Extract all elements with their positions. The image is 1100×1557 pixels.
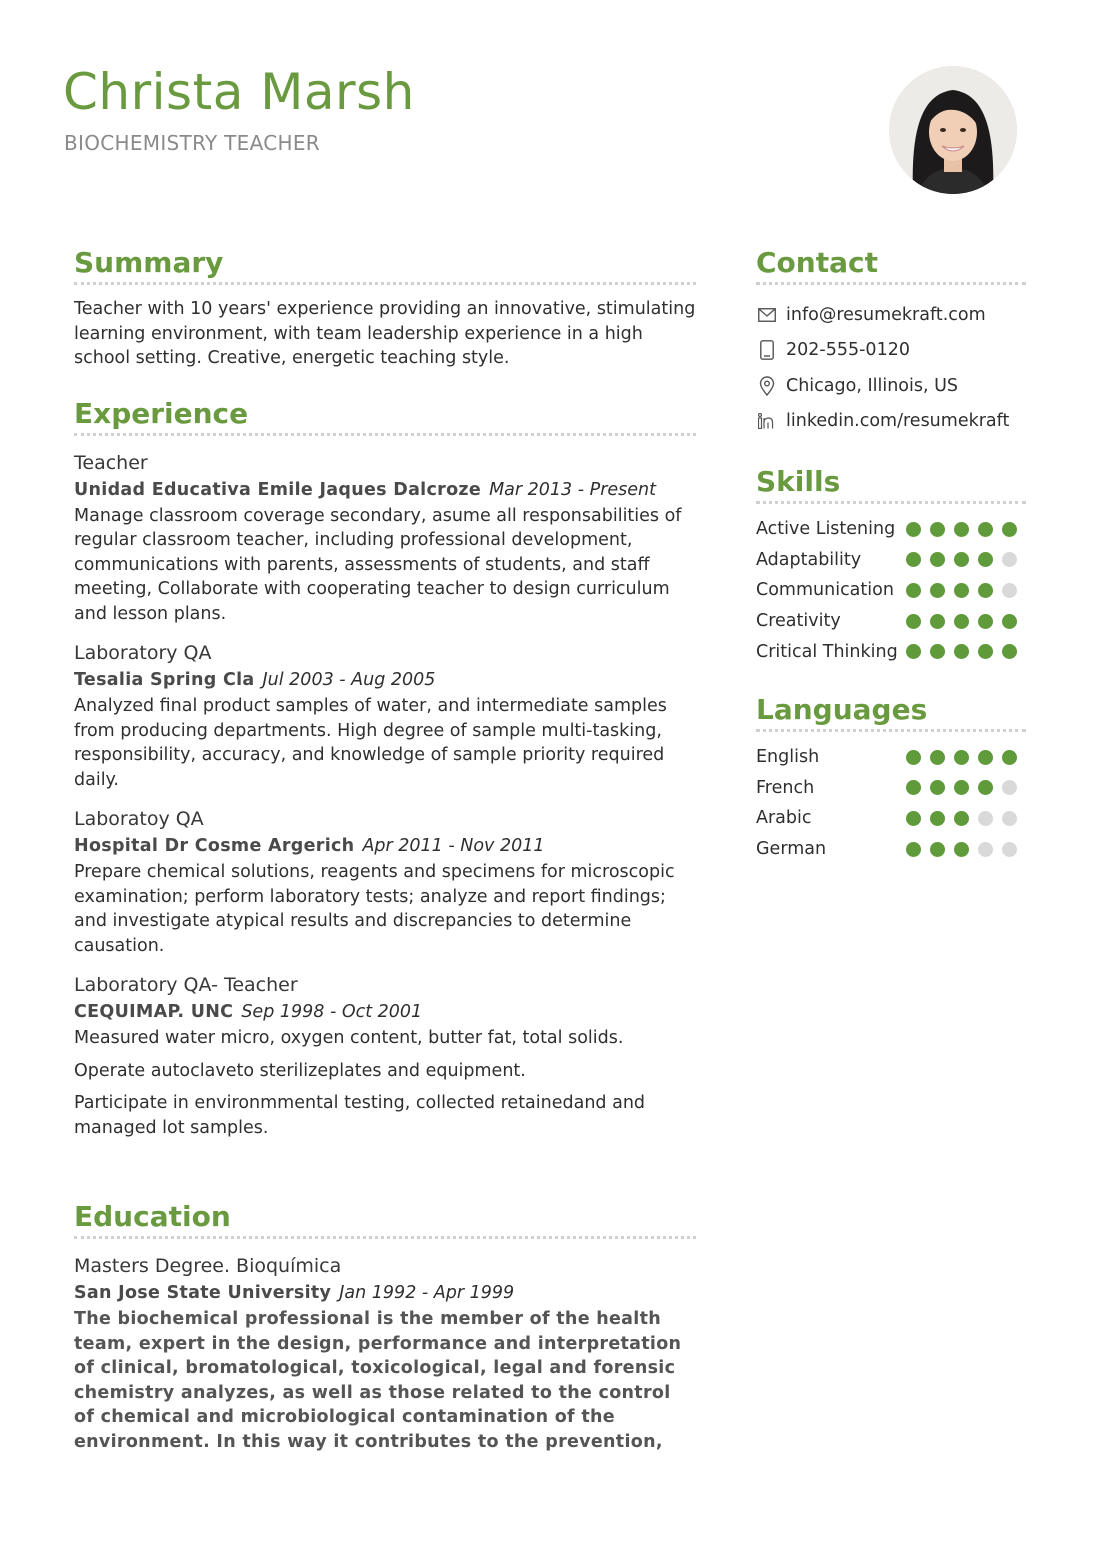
rating-dot-filled bbox=[930, 552, 945, 567]
rating-dot-empty bbox=[978, 811, 993, 826]
language-item bbox=[756, 834, 1026, 865]
experience-section bbox=[74, 397, 696, 1141]
rating-dot-filled bbox=[1002, 644, 1017, 659]
language-item bbox=[756, 773, 1026, 804]
language-label: German bbox=[756, 839, 827, 860]
rating-dot-filled bbox=[978, 644, 993, 659]
contact-section bbox=[756, 246, 1026, 439]
language-label: French bbox=[756, 777, 815, 798]
rating-dot-filled bbox=[954, 522, 969, 537]
contact-location bbox=[756, 368, 1026, 404]
rating-dot-filled bbox=[954, 811, 969, 826]
rating-dot-filled bbox=[954, 614, 969, 629]
language-item bbox=[756, 742, 1026, 773]
main-column bbox=[74, 246, 696, 1480]
job-role: Teacher bbox=[74, 451, 148, 474]
contact-email-text: info@resumekraft.com bbox=[786, 304, 986, 325]
summary-section bbox=[74, 246, 696, 371]
language-rating bbox=[906, 811, 1017, 826]
skills-heading: Skills bbox=[756, 465, 1026, 504]
rating-dot-filled bbox=[906, 750, 921, 765]
job-entry bbox=[74, 972, 696, 1140]
rating-dot-filled bbox=[906, 811, 921, 826]
summary-heading: Summary bbox=[74, 246, 696, 285]
contact-email[interactable] bbox=[756, 297, 1026, 333]
linkedin-icon bbox=[756, 410, 778, 432]
rating-dot-filled bbox=[1002, 522, 1017, 537]
rating-dot-filled bbox=[906, 842, 921, 857]
job-paragraph: Participate in environmmental testing, collected retainedand and managed lot samples. bbox=[74, 1093, 646, 1138]
summary-text: Teacher with 10 years' experience providing an innovative, stimulating learning environment, with team leadership experience in a high school setting. Creative, energetic teaching style. bbox=[74, 299, 696, 368]
rating-dot-filled bbox=[978, 780, 993, 795]
skill-label: Adaptability bbox=[756, 549, 862, 570]
job-description bbox=[74, 1026, 696, 1140]
language-rating bbox=[906, 780, 1017, 795]
rating-dot-filled bbox=[978, 583, 993, 598]
rating-dot-filled bbox=[978, 750, 993, 765]
education-section bbox=[74, 1200, 696, 1454]
job-description bbox=[74, 504, 696, 627]
rating-dot-filled bbox=[930, 750, 945, 765]
rating-dot-filled bbox=[1002, 614, 1017, 629]
rating-dot-empty bbox=[1002, 552, 1017, 567]
skills-section bbox=[756, 465, 1026, 667]
language-rating bbox=[906, 750, 1017, 765]
rating-dot-filled bbox=[930, 842, 945, 857]
sidebar-column bbox=[756, 246, 1026, 890]
job-company: Tesalia Spring Cla bbox=[74, 670, 255, 690]
rating-dot-filled bbox=[930, 644, 945, 659]
profile-photo bbox=[889, 66, 1017, 194]
skill-rating bbox=[906, 614, 1017, 629]
rating-dot-filled bbox=[906, 583, 921, 598]
contact-phone-text: 202-555-0120 bbox=[786, 340, 910, 361]
job-role: Laboratory QA bbox=[74, 642, 212, 664]
job-meta bbox=[74, 999, 696, 1026]
skill-label: Active Listening bbox=[756, 519, 896, 540]
job-paragraph: Analyzed final product samples of water, and intermediate samples from producing departments. High degree of sample multi-tasking, responsibility, accuracy, and knowledge of sample priority required daily. bbox=[74, 696, 667, 790]
language-rating bbox=[906, 842, 1017, 857]
job-entry bbox=[74, 640, 696, 792]
skill-rating bbox=[906, 522, 1017, 537]
skill-item bbox=[756, 606, 1026, 637]
education-description: The biochemical professional is the member of the health team, expert in the design, performance and interpretation of clinical, bromatological, toxicological, legal and forensic chemistry analyzes, as well as those related to the control of chemical and microbiological contamination of the environment. In this way it contributes to the prevention, bbox=[74, 1309, 682, 1452]
job-meta bbox=[74, 833, 696, 860]
job-dates: Sep 1998 - Oct 2001 bbox=[241, 1002, 423, 1022]
rating-dot-filled bbox=[978, 614, 993, 629]
job-paragraph: Measured water micro, oxygen content, butter fat, total solids. bbox=[74, 1028, 624, 1048]
languages-heading: Languages bbox=[756, 693, 1026, 732]
rating-dot-empty bbox=[1002, 780, 1017, 795]
job-paragraph: Manage classroom coverage secondary, asume all responsabilities of regular classroom teacher, including professional development, communications with parents, assessments of students, and staff meeting, Collaborate with cooperating teacher to design curriculum and lesson plans. bbox=[74, 505, 682, 624]
contact-linkedin[interactable] bbox=[756, 404, 1026, 440]
language-item bbox=[756, 803, 1026, 834]
rating-dot-filled bbox=[954, 583, 969, 598]
rating-dot-filled bbox=[930, 583, 945, 598]
rating-dot-filled bbox=[954, 644, 969, 659]
location-pin-icon bbox=[756, 375, 778, 397]
skill-item bbox=[756, 575, 1026, 606]
job-company: Unidad Educativa Emile Jaques Dalcroze bbox=[74, 479, 482, 500]
job-dates: Jul 2003 - Aug 2005 bbox=[262, 670, 436, 690]
job-title: BIOCHEMISTRY TEACHER bbox=[64, 131, 320, 155]
contact-heading: Contact bbox=[756, 246, 1026, 285]
rating-dot-filled bbox=[978, 522, 993, 537]
rating-dot-filled bbox=[906, 644, 921, 659]
job-company: Hospital Dr Cosme Argerich bbox=[74, 836, 355, 856]
job-dates: Apr 2011 - Nov 2011 bbox=[362, 836, 545, 856]
skills-list bbox=[756, 514, 1026, 667]
rating-dot-filled bbox=[1002, 750, 1017, 765]
envelope-icon bbox=[756, 304, 778, 326]
phone-icon bbox=[756, 339, 778, 361]
rating-dot-filled bbox=[954, 552, 969, 567]
education-school: San Jose State University bbox=[74, 1283, 332, 1303]
languages-section bbox=[756, 693, 1026, 864]
rating-dot-filled bbox=[930, 614, 945, 629]
experience-heading: Experience bbox=[74, 397, 696, 436]
education-degree: Masters Degree. Bioquímica bbox=[74, 1255, 342, 1277]
skill-item bbox=[756, 545, 1026, 576]
job-dates: Mar 2013 - Present bbox=[489, 479, 656, 500]
rating-dot-filled bbox=[930, 811, 945, 826]
skill-label: Communication bbox=[756, 580, 894, 601]
rating-dot-empty bbox=[978, 842, 993, 857]
rating-dot-filled bbox=[906, 522, 921, 537]
skill-rating bbox=[906, 583, 1017, 598]
skill-item bbox=[756, 636, 1026, 667]
contact-list bbox=[756, 297, 1026, 439]
skill-item bbox=[756, 514, 1026, 545]
job-meta bbox=[74, 477, 696, 504]
skill-label: Creativity bbox=[756, 611, 841, 632]
job-entry bbox=[74, 450, 696, 627]
job-paragraph: Operate autoclaveto sterilizeplates and equipment. bbox=[74, 1060, 526, 1081]
education-entry bbox=[74, 1253, 696, 1454]
job-role: Laboratoy QA bbox=[74, 808, 204, 830]
rating-dot-empty bbox=[1002, 583, 1017, 598]
job-role: Laboratory QA- Teacher bbox=[74, 974, 298, 996]
language-label: Arabic bbox=[756, 808, 812, 829]
language-label: English bbox=[756, 747, 820, 768]
rating-dot-empty bbox=[1002, 811, 1017, 826]
education-heading: Education bbox=[74, 1200, 696, 1239]
education-meta bbox=[74, 1280, 696, 1307]
languages-list bbox=[756, 742, 1026, 864]
job-meta bbox=[74, 667, 696, 694]
contact-location-text: Chicago, Illinois, US bbox=[786, 375, 959, 396]
skill-label: Critical Thinking bbox=[756, 641, 898, 662]
job-description bbox=[74, 860, 696, 958]
contact-phone[interactable] bbox=[756, 333, 1026, 369]
education-dates: Jan 1992 - Apr 1999 bbox=[339, 1283, 515, 1303]
rating-dot-filled bbox=[954, 780, 969, 795]
rating-dot-filled bbox=[954, 842, 969, 857]
rating-dot-filled bbox=[978, 552, 993, 567]
rating-dot-filled bbox=[906, 614, 921, 629]
rating-dot-filled bbox=[930, 780, 945, 795]
skill-rating bbox=[906, 552, 1017, 567]
contact-linkedin-text: linkedin.com/resumekraft bbox=[786, 411, 1010, 432]
rating-dot-empty bbox=[1002, 842, 1017, 857]
job-description bbox=[74, 694, 696, 792]
rating-dot-filled bbox=[954, 750, 969, 765]
rating-dot-filled bbox=[906, 780, 921, 795]
rating-dot-filled bbox=[930, 522, 945, 537]
rating-dot-filled bbox=[906, 552, 921, 567]
skill-rating bbox=[906, 644, 1017, 659]
job-paragraph: Prepare chemical solutions, reagents and specimens for microscopic examination; perform laboratory tests; analyze and report findings; and investigate atypical results and discrepancies to determine causation. bbox=[74, 862, 675, 956]
candidate-name: Christa Marsh bbox=[63, 63, 415, 121]
job-company: CEQUIMAP. UNC bbox=[74, 1002, 234, 1022]
job-entry bbox=[74, 806, 696, 958]
